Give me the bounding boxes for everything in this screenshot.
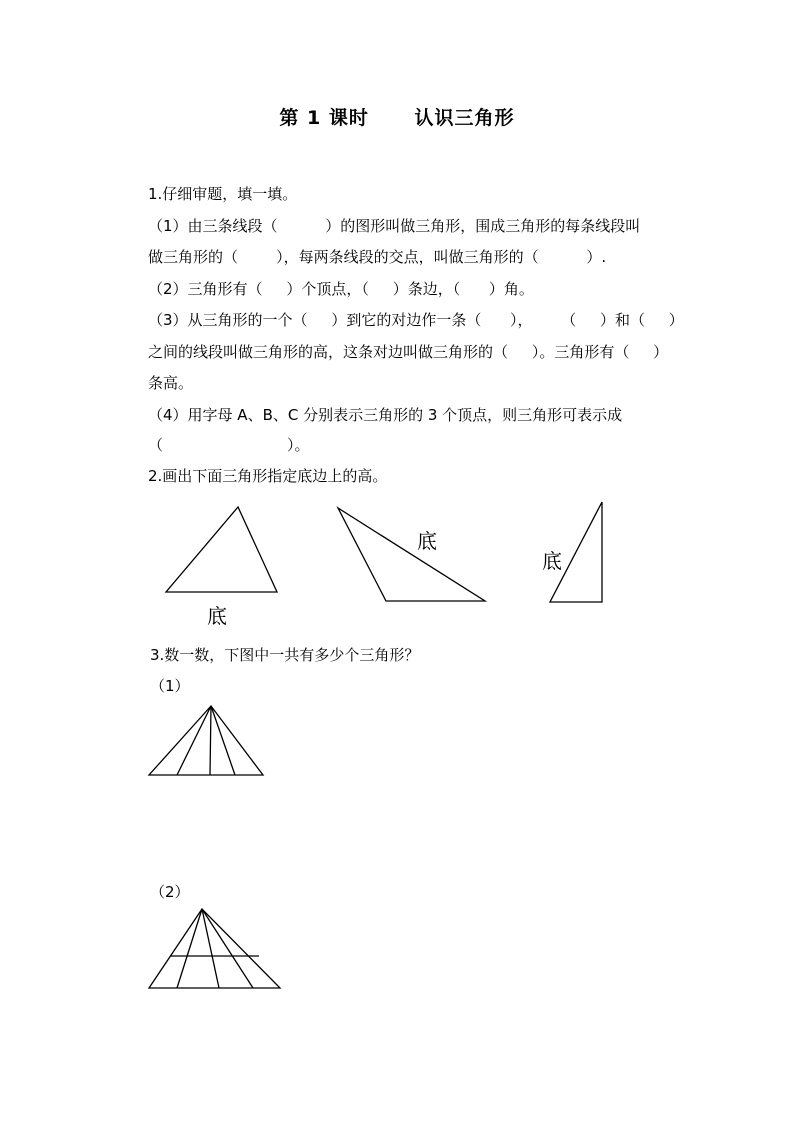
q1-line-8: （ ）。 bbox=[148, 436, 310, 454]
q3-fig2-outline bbox=[149, 909, 280, 988]
q1-line-1: （1）由三条线段（ ）的图形叫做三角形，围成三角形的每条线段叫 bbox=[148, 217, 641, 235]
base-label-1: 底 bbox=[207, 604, 227, 628]
q1-line-2: 做三角形的（ ），每两条线段的交点，叫做三角形的（ ）. bbox=[148, 248, 607, 266]
q3-fig2-line-a bbox=[177, 909, 202, 988]
q3-fig2-line-b bbox=[202, 909, 219, 988]
q3-fig1-line-a bbox=[177, 706, 211, 775]
q1-line-7: （4）用字母 A、B、C 分别表示三角形的 3 个顶点，则三角形可表示成 bbox=[148, 406, 623, 424]
q3-part-1-label: （1） bbox=[150, 677, 190, 695]
triangle-1 bbox=[166, 507, 277, 592]
q3-heading: 3.数一数，下图中一共有多少个三角形？ bbox=[150, 646, 420, 664]
base-label-2: 底 bbox=[417, 529, 437, 553]
q1-line-3: （2）三角形有（ ）个顶点，（ ）条边，（ ）角。 bbox=[148, 280, 534, 298]
q2-heading: 2.画出下面三角形指定底边上的高。 bbox=[148, 467, 388, 485]
q3-figure-1 bbox=[149, 706, 263, 775]
triangle-2 bbox=[338, 508, 485, 601]
q3-figure-2 bbox=[149, 909, 280, 988]
q3-fig2-line-c bbox=[202, 909, 253, 988]
q1-line-5: 之间的线段叫做三角形的高，这条对边叫做三角形的（ ）。三角形有（ ） bbox=[148, 343, 669, 361]
q3-fig1-line-c bbox=[211, 706, 235, 775]
q3-part-2-label: （2） bbox=[150, 883, 190, 901]
q1-line-4: （3）从三角形的一个（ ）到它的对边作一条（ ）， （ ）和（ ） bbox=[148, 311, 684, 329]
q1-line-6: 条高。 bbox=[148, 374, 194, 392]
base-label-3: 底 bbox=[542, 549, 562, 573]
q1-heading: 1.仔细审题，填一填。 bbox=[148, 185, 298, 203]
page-title: 第 1 课时 认识三角形 bbox=[279, 107, 515, 129]
q3-fig1-line-b bbox=[210, 706, 211, 775]
